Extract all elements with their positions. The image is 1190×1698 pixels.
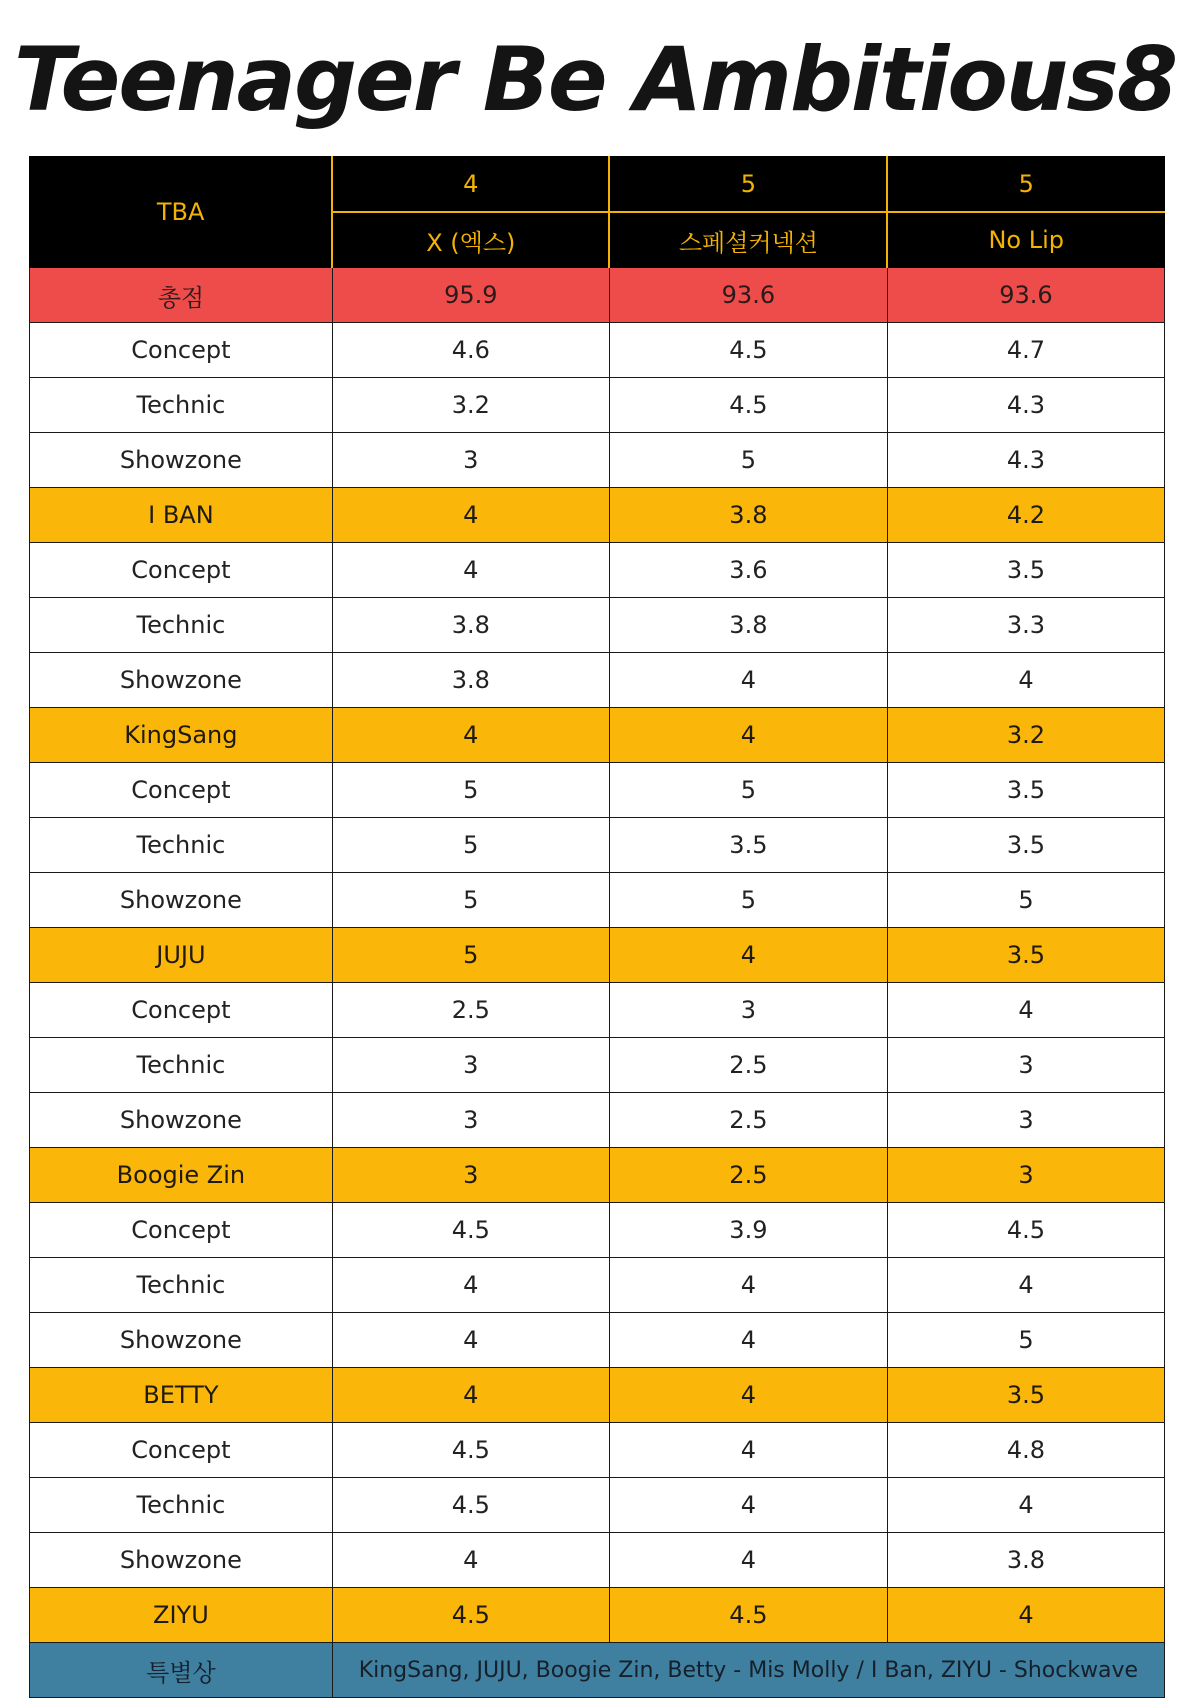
- score-table-body: [30, 157, 1165, 1698]
- judge-row: [30, 1368, 1165, 1423]
- criterion-row: [30, 1093, 1165, 1148]
- judge-score-cell: 4.2: [887, 488, 1164, 543]
- criterion-score-cell: 4: [887, 983, 1164, 1038]
- criterion-score-cell: 3: [332, 1093, 609, 1148]
- criterion-score-cell: 4.5: [609, 323, 887, 378]
- judge-score-cell: 4: [609, 708, 887, 763]
- criterion-score-cell: 2.5: [609, 1038, 887, 1093]
- criterion-row: [30, 653, 1165, 708]
- criterion-score-cell: 4: [609, 1313, 887, 1368]
- criterion-label: Concept: [30, 323, 333, 378]
- criterion-row: [30, 1478, 1165, 1533]
- header-team-cell: No Lip: [887, 212, 1164, 268]
- criterion-score-cell: 4: [332, 543, 609, 598]
- criterion-score-cell: 3.8: [332, 653, 609, 708]
- criterion-score-cell: 4.3: [887, 378, 1164, 433]
- criterion-label: Concept: [30, 983, 333, 1038]
- criterion-label: Concept: [30, 763, 333, 818]
- criterion-score-cell: 3.5: [887, 543, 1164, 598]
- judge-row: [30, 708, 1165, 763]
- criterion-score-cell: 3: [887, 1038, 1164, 1093]
- criterion-score-cell: 4: [887, 653, 1164, 708]
- criterion-label: Showzone: [30, 653, 333, 708]
- criterion-label: Concept: [30, 1423, 333, 1478]
- criterion-score-cell: 5: [332, 818, 609, 873]
- criterion-score-cell: 3.8: [609, 598, 887, 653]
- judge-score-cell: 4: [609, 1368, 887, 1423]
- criterion-row: [30, 543, 1165, 598]
- judge-score-cell: 4: [332, 1368, 609, 1423]
- special-award-text: KingSang, JUJU, Boogie Zin, Betty - Mis Molly / I Ban, ZIYU - Shockwave: [332, 1643, 1164, 1698]
- criterion-score-cell: 5: [332, 873, 609, 928]
- criterion-score-cell: 4.5: [887, 1203, 1164, 1258]
- page-title: Teenager Be Ambitious8: [13, 28, 1177, 131]
- judge-score-cell: 2.5: [609, 1148, 887, 1203]
- total-row: [30, 268, 1165, 323]
- criterion-row: [30, 433, 1165, 488]
- judge-name: I BAN: [30, 488, 333, 543]
- judge-score-cell: 5: [332, 928, 609, 983]
- criterion-label: Technic: [30, 378, 333, 433]
- judge-score-cell: 3.2: [887, 708, 1164, 763]
- criterion-label: Technic: [30, 1478, 333, 1533]
- criterion-score-cell: 5: [332, 763, 609, 818]
- criterion-score-cell: 4: [332, 1533, 609, 1588]
- criterion-score-cell: 4: [332, 1313, 609, 1368]
- criterion-score-cell: 5: [887, 873, 1164, 928]
- criterion-score-cell: 4.5: [332, 1423, 609, 1478]
- criterion-score-cell: 4.5: [609, 378, 887, 433]
- criterion-row: [30, 1533, 1165, 1588]
- judge-score-cell: 3: [332, 1148, 609, 1203]
- header-row-scores: [30, 157, 1165, 213]
- criterion-score-cell: 3: [332, 1038, 609, 1093]
- criterion-score-cell: 3.9: [609, 1203, 887, 1258]
- judge-score-cell: 3: [887, 1148, 1164, 1203]
- total-value-cell: 93.6: [609, 268, 887, 323]
- criterion-score-cell: 4: [887, 1478, 1164, 1533]
- score-table: [29, 156, 1165, 1698]
- judge-score-cell: 4: [332, 488, 609, 543]
- total-value-cell: 93.6: [887, 268, 1164, 323]
- criterion-label: Showzone: [30, 1533, 333, 1588]
- judge-name: JUJU: [30, 928, 333, 983]
- judge-score-cell: 4: [609, 928, 887, 983]
- header-team-cell: X (엑스): [332, 212, 609, 268]
- criterion-score-cell: 5: [609, 433, 887, 488]
- judge-name: Boogie Zin: [30, 1148, 333, 1203]
- criterion-row: [30, 598, 1165, 653]
- criterion-row: [30, 323, 1165, 378]
- criterion-score-cell: 4: [609, 1533, 887, 1588]
- criterion-score-cell: 3.2: [332, 378, 609, 433]
- criterion-score-cell: 4.5: [332, 1203, 609, 1258]
- criterion-score-cell: 4.8: [887, 1423, 1164, 1478]
- criterion-score-cell: 5: [887, 1313, 1164, 1368]
- criterion-row: [30, 1423, 1165, 1478]
- judge-row: [30, 1588, 1165, 1643]
- criterion-score-cell: 4: [887, 1258, 1164, 1313]
- header-score-cell: 4: [332, 157, 609, 213]
- criterion-score-cell: 4: [609, 1423, 887, 1478]
- criterion-row: [30, 1038, 1165, 1093]
- criterion-row: [30, 1258, 1165, 1313]
- criterion-row: [30, 763, 1165, 818]
- criterion-score-cell: 3.5: [887, 818, 1164, 873]
- criterion-score-cell: 5: [609, 763, 887, 818]
- criterion-label: Concept: [30, 1203, 333, 1258]
- criterion-label: Showzone: [30, 873, 333, 928]
- criterion-row: [30, 1313, 1165, 1368]
- criterion-score-cell: 3: [332, 433, 609, 488]
- judge-score-cell: 3.8: [609, 488, 887, 543]
- header-score-cell: 5: [887, 157, 1164, 213]
- criterion-row: [30, 873, 1165, 928]
- criterion-score-cell: 2.5: [609, 1093, 887, 1148]
- criterion-score-cell: 3.8: [887, 1533, 1164, 1588]
- criterion-score-cell: 3.3: [887, 598, 1164, 653]
- total-value-cell: 95.9: [332, 268, 609, 323]
- judge-score-cell: 3.5: [887, 1368, 1164, 1423]
- criterion-score-cell: 4.5: [332, 1478, 609, 1533]
- criterion-label: Technic: [30, 598, 333, 653]
- judge-score-cell: 4.5: [332, 1588, 609, 1643]
- criterion-label: Showzone: [30, 1093, 333, 1148]
- total-label: 총점: [30, 268, 333, 323]
- criterion-label: Technic: [30, 1258, 333, 1313]
- special-award-row: [30, 1643, 1165, 1698]
- criterion-score-cell: 3.8: [332, 598, 609, 653]
- criterion-label: Concept: [30, 543, 333, 598]
- judge-name: BETTY: [30, 1368, 333, 1423]
- judge-name: ZIYU: [30, 1588, 333, 1643]
- criterion-score-cell: 4.3: [887, 433, 1164, 488]
- judge-score-cell: 3.5: [887, 928, 1164, 983]
- criterion-row: [30, 983, 1165, 1038]
- special-award-label: 특별상: [30, 1643, 333, 1698]
- criterion-label: Showzone: [30, 1313, 333, 1368]
- criterion-label: Showzone: [30, 433, 333, 488]
- criterion-score-cell: 4: [609, 1478, 887, 1533]
- criterion-score-cell: 3.5: [887, 763, 1164, 818]
- criterion-score-cell: 4.7: [887, 323, 1164, 378]
- criterion-label: Technic: [30, 1038, 333, 1093]
- criterion-row: [30, 378, 1165, 433]
- judge-name: KingSang: [30, 708, 333, 763]
- judge-score-cell: 4.5: [609, 1588, 887, 1643]
- criterion-score-cell: 2.5: [332, 983, 609, 1038]
- criterion-row: [30, 1203, 1165, 1258]
- criterion-score-cell: 3: [609, 983, 887, 1038]
- criterion-score-cell: 4: [332, 1258, 609, 1313]
- criterion-score-cell: 3: [887, 1093, 1164, 1148]
- criterion-label: Technic: [30, 818, 333, 873]
- judge-row: [30, 1148, 1165, 1203]
- judge-score-cell: 4: [887, 1588, 1164, 1643]
- criterion-score-cell: 4.6: [332, 323, 609, 378]
- criterion-score-cell: 3.6: [609, 543, 887, 598]
- criterion-score-cell: 3.5: [609, 818, 887, 873]
- criterion-row: [30, 818, 1165, 873]
- criterion-score-cell: 4: [609, 1258, 887, 1313]
- judge-row: [30, 928, 1165, 983]
- judge-row: [30, 488, 1165, 543]
- criterion-score-cell: 4: [609, 653, 887, 708]
- judge-score-cell: 4: [332, 708, 609, 763]
- header-score-cell: 5: [609, 157, 887, 213]
- header-corner-label: TBA: [30, 157, 333, 268]
- header-team-cell: 스페셜커넥션: [609, 212, 887, 268]
- criterion-score-cell: 5: [609, 873, 887, 928]
